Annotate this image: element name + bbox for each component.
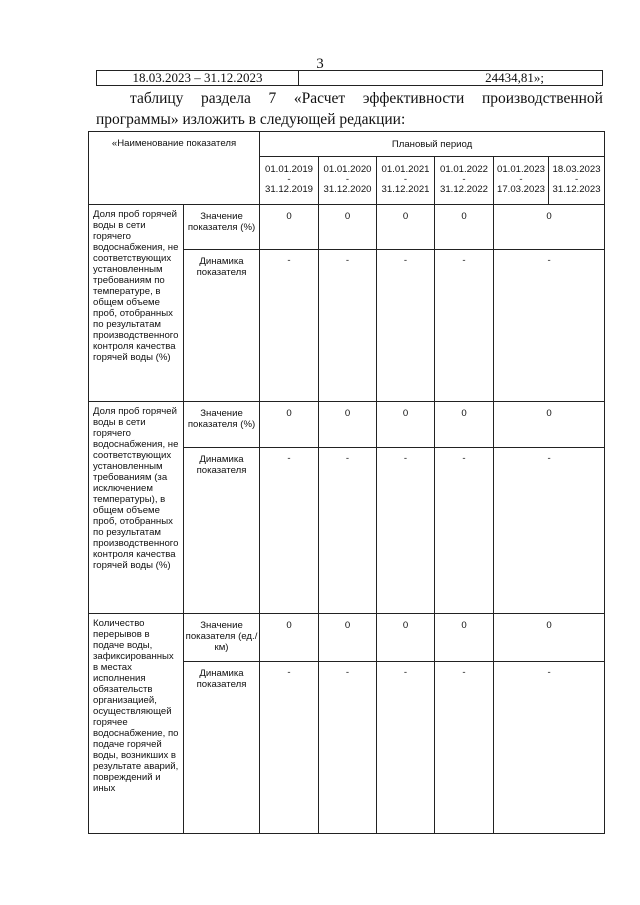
dynamics-cell: -: [377, 447, 435, 613]
word: раздела: [201, 90, 251, 107]
word: эффективности: [362, 90, 465, 107]
dynamics-cell: -: [435, 249, 494, 401]
dynamics-cell: -: [260, 249, 319, 401]
dynamics-cell: -: [377, 249, 435, 401]
dynamics-cell: -: [494, 249, 605, 401]
value-cell: 0: [377, 204, 435, 249]
dynamics-cell: -: [260, 662, 319, 834]
value-cell: 0: [435, 402, 494, 447]
period-cell: 18.03.2023 – 31.12.2023: [97, 71, 299, 86]
header-indicator-name: «Наименование показателя: [89, 132, 260, 205]
value-cell: 0: [494, 614, 605, 662]
dynamics-label: Динамика показателя: [184, 249, 260, 401]
value-cell: 0: [260, 614, 319, 662]
dynamics-cell: -: [377, 662, 435, 834]
previous-table-fragment: [96, 70, 603, 86]
value-label: Значение показателя (%): [184, 204, 260, 249]
indicator-name: Количество перерывов в подаче воды, зафиксированных в местах исполнения обязательств организацией, осуществляющей горячее водоснабжение, по подаче горячей воды, возникших в результате аварий, повреждений и иных: [89, 614, 184, 834]
performance-table: [88, 131, 605, 834]
value-cell: 0: [494, 402, 605, 447]
period-header: 01.01.2021 - 31.12.2021: [377, 157, 435, 204]
period-header: 01.01.2019 - 31.12.2019: [260, 157, 319, 204]
value-cell: 0: [319, 614, 377, 662]
word: таблицу: [130, 90, 184, 107]
period-header: 01.01.2020 - 31.12.2020: [319, 157, 377, 204]
period-header: 01.01.2023 - 17.03.2023: [494, 157, 549, 204]
indicator-name: Доля проб горячей воды в сети горячего водоснабжения, не соответствующих установленным требованиям (за исключением температуры), в общем объеме проб, отобранных по результатам производственного контроля качества горячей воды (%): [89, 402, 184, 614]
dynamics-cell: -: [319, 662, 377, 834]
header-planned-period: Плановый период: [260, 132, 605, 157]
value-cell: 0: [319, 204, 377, 249]
word: 7: [268, 90, 277, 107]
dynamics-cell: -: [319, 447, 377, 613]
value-cell: 0: [260, 204, 319, 249]
instruction-paragraph: [96, 88, 603, 130]
dynamics-cell: -: [494, 662, 605, 834]
value-cell: 0: [377, 614, 435, 662]
dynamics-cell: -: [319, 249, 377, 401]
dynamics-cell: -: [260, 447, 319, 613]
word: производственной: [481, 90, 603, 107]
paragraph-line-2: программы» изложить в следующей редакции:: [96, 111, 406, 128]
period-header: 18.03.2023 - 31.12.2023: [549, 157, 605, 204]
paragraph-line-1: [96, 88, 603, 109]
period-header: 01.01.2022 - 31.12.2022: [435, 157, 494, 204]
dynamics-label: Динамика показателя: [184, 662, 260, 834]
value-label: Значение показателя (ед./км): [184, 614, 260, 662]
dynamics-cell: -: [435, 447, 494, 613]
value-cell: 0: [494, 204, 605, 249]
value-cell: 0: [435, 204, 494, 249]
value-label: Значение показателя (%): [184, 402, 260, 447]
value-cell: 0: [319, 402, 377, 447]
value-cell: 0: [260, 402, 319, 447]
page-number: 3: [316, 56, 324, 72]
amount-cell: 24434,81»;: [299, 71, 603, 86]
dynamics-cell: -: [494, 447, 605, 613]
word: «Расчет: [293, 90, 346, 107]
dynamics-cell: -: [435, 662, 494, 834]
indicator-name: Доля проб горячей воды в сети горячего водоснабжения, не соответствующих установленным требованиям по температуре, в общем объеме проб, отобранных по результатам производственного контроля качества горячей воды (%): [89, 204, 184, 402]
value-cell: 0: [435, 614, 494, 662]
value-cell: 0: [377, 402, 435, 447]
dynamics-label: Динамика показателя: [184, 447, 260, 613]
